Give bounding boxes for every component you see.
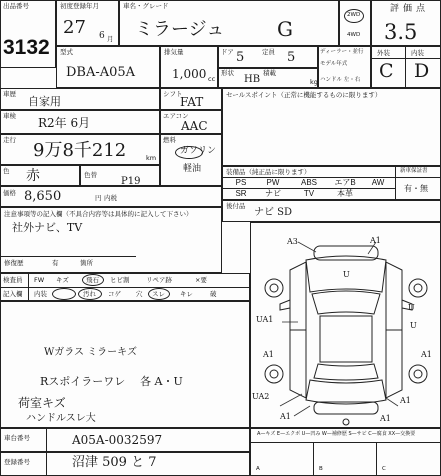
mark-a1-left: A1 xyxy=(263,350,274,359)
equip-pw: PW xyxy=(266,178,280,187)
legend-yabure: 破 xyxy=(210,290,217,298)
legend-kire: キレ xyxy=(180,290,193,298)
mark-u-right2: U xyxy=(410,321,417,330)
wheel-rl xyxy=(265,365,283,383)
shift-label: シフト xyxy=(163,90,183,98)
model-type-label: モデル年式 xyxy=(320,61,348,67)
load-unit: kg xyxy=(310,78,318,86)
hub-fl xyxy=(270,284,278,292)
mileage-label: 走行 xyxy=(3,136,16,144)
interior-label: 内装 xyxy=(411,49,424,57)
shift-value: FAT xyxy=(180,95,204,109)
legend-kizu: キズ xyxy=(56,276,69,284)
equipment-hline xyxy=(222,177,441,178)
ac-value: AAC xyxy=(181,119,208,133)
repair-label: 修復歴 xyxy=(4,259,24,267)
history-label: 車歴 xyxy=(3,90,16,98)
seats-label: 定員 xyxy=(262,48,275,56)
history-cell xyxy=(0,88,160,110)
new-car-value: 有・無 xyxy=(404,184,428,193)
legend-repair: リペア跡 xyxy=(146,276,172,284)
drive-2wd: 2WD xyxy=(347,12,361,18)
mark-a1-right: A1 xyxy=(421,350,432,359)
month-label: 月 xyxy=(107,35,114,43)
color-code: P19 xyxy=(121,176,141,187)
price-unit: 円 xyxy=(95,194,102,202)
legend-sure: スレ xyxy=(152,290,165,298)
legend-interior: 内装 xyxy=(34,290,47,298)
exterior-label: 外装 xyxy=(377,49,390,57)
equipment-divider xyxy=(395,166,396,200)
score-label: 評価点 xyxy=(390,4,430,14)
wheel-fl xyxy=(265,279,283,297)
comment-line2: Rスポイラーワレ xyxy=(40,375,126,388)
model-label: 車名・グレード xyxy=(123,2,169,10)
cc-unit: cc xyxy=(208,75,216,83)
roof xyxy=(320,316,372,362)
equip-aw: AW xyxy=(371,178,385,187)
footer-legend: A—キズ E—エクボ U—凹み W—補修歴 S—サビ C—腐食 XX—交換要 xyxy=(257,431,416,437)
color-no-label: 色替 xyxy=(84,171,97,179)
footer-vline1 xyxy=(313,442,314,476)
repair-hline xyxy=(0,256,136,257)
mark-u-top: U xyxy=(343,270,350,279)
equip-abs: ABS xyxy=(300,178,317,187)
rear-hatch xyxy=(306,380,386,404)
equip-sr: SR xyxy=(235,189,247,198)
ext-int-hline xyxy=(371,58,441,59)
comment-line3: 荷室キズ xyxy=(18,396,66,410)
after-label: 後付品 xyxy=(226,202,246,210)
new-car-label: 新車保証書 xyxy=(400,168,428,174)
after-value: ナビ SD xyxy=(254,207,293,218)
mark-a1-br: A1 xyxy=(380,414,391,423)
footer-hline xyxy=(250,442,441,443)
leader-a1-br xyxy=(386,398,398,406)
leader-a1-bl xyxy=(294,406,310,416)
hub-fr xyxy=(414,284,422,292)
load-label: 積載 xyxy=(263,69,276,77)
legend-hibi: ヒビ割 xyxy=(110,276,130,284)
grade: G xyxy=(277,17,293,41)
history-value: 自家用 xyxy=(28,95,61,108)
wheel-rr xyxy=(409,365,427,383)
hub-rl xyxy=(270,370,278,378)
doors-label: ドア xyxy=(221,48,234,56)
inspection-value: R2年 6月 xyxy=(38,116,91,130)
drive-4wd: 4WD xyxy=(347,32,361,38)
footer-small-c: C xyxy=(382,466,386,472)
seats-value: 5 xyxy=(287,50,296,65)
legend-fw: FW xyxy=(34,276,45,284)
mark-ua2: UA2 xyxy=(252,392,270,401)
equipment-label: 装備品（純正品に限ります） xyxy=(226,168,311,176)
color-cell xyxy=(0,165,80,186)
legend-ana: 穴 xyxy=(136,290,143,298)
price-note: 内税 xyxy=(104,194,117,202)
mark-u-right: U xyxy=(408,303,415,312)
sales-point-label: セールスポイント（正常に機能するものに限ります） xyxy=(226,91,382,99)
steering-label: ハンドル 左・右 xyxy=(320,77,361,83)
color-label: 色 xyxy=(3,167,10,175)
mark-a1-bottom-left: A1 xyxy=(280,412,291,421)
score: 3.5 xyxy=(384,20,418,44)
shape-label: 形状 xyxy=(221,69,234,77)
displacement-value: 1,000 xyxy=(172,67,207,81)
color-value: 赤 xyxy=(26,168,40,184)
legend-tobiishi: 飛石 xyxy=(86,276,99,284)
equip-airbag: エアB xyxy=(334,178,356,187)
footer-vline2 xyxy=(376,442,377,476)
plate-value: 沼津 509 と 7 xyxy=(72,455,157,470)
first-reg-month: 6 xyxy=(99,31,105,41)
equip-ps: PS xyxy=(235,178,247,187)
fuel-value2: 軽油 xyxy=(183,164,202,174)
first-reg-label: 初度登録年月 xyxy=(60,2,99,10)
type-label: 型式 xyxy=(60,48,73,56)
mirror-left xyxy=(280,300,290,310)
legend-circle-interior xyxy=(52,288,76,300)
legend-label2: 記入欄 xyxy=(3,290,23,298)
price-value: 8,650 xyxy=(24,189,62,204)
repair-place-label: 箇所 xyxy=(80,259,93,267)
mark-a3: A3 xyxy=(287,237,298,246)
footer-small-a: A xyxy=(256,466,260,472)
ext-int-divider xyxy=(405,46,406,88)
ac-label: エアコン xyxy=(163,112,189,120)
spare-mark xyxy=(343,419,349,425)
equip-leather: 本革 xyxy=(337,189,353,198)
legend-label: 検査員 xyxy=(3,276,23,284)
dealer-label: ディーラー・並行 xyxy=(320,49,364,55)
mark-a1-top: A1 xyxy=(370,236,381,245)
plate-label: 登録番号 xyxy=(4,458,30,466)
exterior-value: C xyxy=(379,60,394,82)
comment-line1: Wガラス ミラーキズ xyxy=(44,347,137,358)
leader-a3 xyxy=(298,242,316,252)
fuel-value: ガソリン xyxy=(180,146,217,156)
first-reg-year: 27 xyxy=(63,17,86,38)
chassis-label: 車台番号 xyxy=(4,434,30,442)
mark-ua1-left: UA1 xyxy=(256,315,274,324)
lot-label: 出品番号 xyxy=(3,2,29,10)
comment-line2b: 各 A・U xyxy=(140,375,183,388)
car-name: ミラージュ xyxy=(135,19,225,40)
legend-koge: コゲ xyxy=(108,290,121,298)
mark-a1-bottom-right: A1 xyxy=(400,396,411,405)
legend-yogore: 汚れ xyxy=(83,290,96,298)
chassis-value: A05A-0032597 xyxy=(72,433,163,447)
fuel-label: 燃料 xyxy=(163,136,176,144)
inspection-label: 車検 xyxy=(3,112,16,120)
hub-rr xyxy=(414,370,422,378)
footer-small-b: B xyxy=(319,466,323,472)
wheel-fr xyxy=(409,279,427,297)
notes-line1: 社外ナビ、TV xyxy=(12,221,83,234)
equip-navi: ナビ xyxy=(265,189,281,198)
lot-number: 3132 xyxy=(3,36,50,59)
doors-value: 5 xyxy=(236,50,245,65)
drive-cell xyxy=(339,0,371,46)
displacement-label: 排気量 xyxy=(164,48,184,56)
km-unit: km xyxy=(146,154,157,162)
equip-tv: TV xyxy=(303,189,315,198)
type-value: DBA-A05A xyxy=(66,65,136,80)
legend-hline xyxy=(0,287,250,288)
price-label: 価格 xyxy=(3,189,16,197)
leader-ua2 xyxy=(280,394,302,406)
mileage-value: 9万8千212 xyxy=(33,140,127,161)
comment-line4: ハンドルスレ大 xyxy=(26,413,96,424)
legend-replace: ×要 xyxy=(195,276,207,284)
notes-header: 注意事項等の記入欄（不具合内容等は具体的に記入して下さい） xyxy=(4,210,193,218)
repair-value: 有 xyxy=(52,259,59,267)
shape-value: HB xyxy=(244,74,261,85)
interior-value: D xyxy=(414,60,430,82)
windshield xyxy=(312,291,380,314)
sales-point-cell xyxy=(222,88,441,166)
rear-window xyxy=(314,364,378,380)
